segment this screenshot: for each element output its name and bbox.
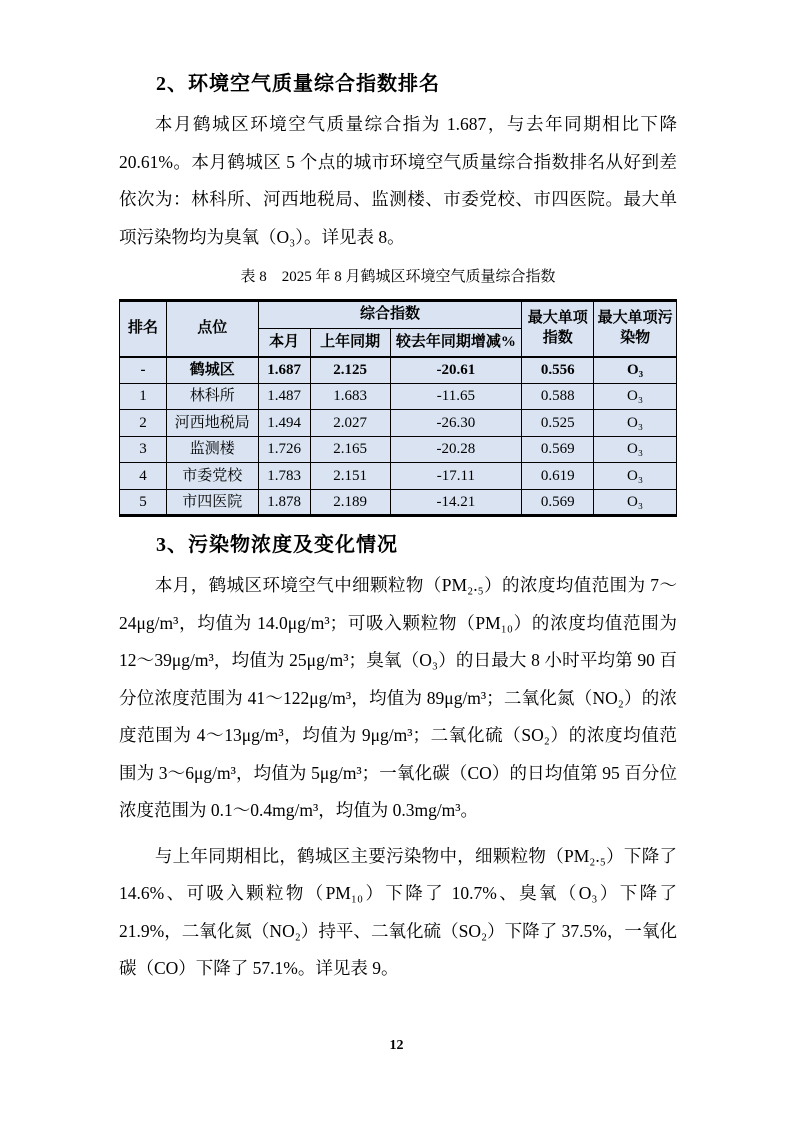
cell-max-index: 0.619 (522, 463, 594, 490)
cell-change: -17.11 (390, 463, 522, 490)
page-content (119, 0, 677, 988)
cell-current: 1.878 (258, 489, 310, 516)
cell-last-year: 2.151 (310, 463, 390, 490)
table-row (120, 410, 677, 437)
cell-site: 市四医院 (166, 489, 258, 516)
cell-last-year: 2.189 (310, 489, 390, 516)
section2-heading: 2、环境空气质量综合指数排名 (156, 73, 440, 95)
section2-paragraph: 本月鹤城区环境空气质量综合指为 1.687，与去年同期相比下降 20.61%。本月鹤城区 5 个点的城市环境空气质量综合指数排名从好到差依次为：林科所、河西地税局、监测楼、市委党校、市四医院。最大单项污染物均为臭氧（O₃）。详见表 8。 (119, 114, 677, 247)
header-change-vs-last-year: 较去年同期增减% (390, 329, 522, 357)
header-max-single-pollutant: 最大单项污染物 (594, 301, 677, 357)
section3-paragraph-2: 与上年同期相比，鹤城区主要污染物中，细颗粒物（PM₂.₅）下降了 14.6%、可吸入颗粒物（PM₁₀）下降了 10.7%、臭氧（O₃）下降了 21.9%，二氧化氮（NO₂）持平、二氧化硫（SO₂）下降了 37.5%，一氧化碳（CO）下降了 57.1%。详见表 9。 (119, 845, 677, 978)
header-current-month: 本月 (258, 329, 310, 357)
cell-rank: 1 (120, 383, 167, 410)
cell-change: -11.65 (390, 383, 522, 410)
table8 (119, 299, 677, 517)
cell-site: 林科所 (166, 383, 258, 410)
cell-max-index: 0.569 (522, 436, 594, 463)
cell-rank: - (120, 357, 167, 384)
table-row (120, 383, 677, 410)
cell-site: 监测楼 (166, 436, 258, 463)
cell-current: 1.726 (258, 436, 310, 463)
cell-current: 1.494 (258, 410, 310, 437)
cell-change: -26.30 (390, 410, 522, 437)
cell-last-year: 2.027 (310, 410, 390, 437)
header-same-period-last-year: 上年同期 (310, 329, 390, 357)
cell-max-pollutant: O₃ (594, 357, 677, 384)
header-site: 点位 (166, 301, 258, 357)
cell-rank: 3 (120, 436, 167, 463)
cell-rank: 4 (120, 463, 167, 490)
table-row (120, 357, 677, 384)
cell-rank: 2 (120, 410, 167, 437)
cell-change: -20.28 (390, 436, 522, 463)
cell-max-pollutant: O₃ (594, 383, 677, 410)
header-rank: 排名 (120, 301, 167, 357)
header-max-single-index: 最大单项指数 (522, 301, 594, 357)
section3-heading: 3、污染物浓度及变化情况 (156, 534, 398, 556)
table-row (120, 489, 677, 516)
cell-current: 1.783 (258, 463, 310, 490)
cell-max-pollutant: O₃ (594, 410, 677, 437)
header-composite-index-group: 综合指数 (258, 301, 522, 329)
cell-site: 河西地税局 (166, 410, 258, 437)
table-row (120, 436, 677, 463)
table8-caption: 表 8 2025 年 8 月鹤城区环境空气质量综合指数 (240, 269, 556, 285)
cell-change: -20.61 (390, 357, 522, 384)
section3-paragraph-1: 本月，鹤城区环境空气中细颗粒物（PM₂.₅）的浓度均值范围为 7～24μg/m³，均值为 14.0μg/m³；可吸入颗粒物（PM₁₀）的浓度均值范围为 12～39μg/m³，均值为 25μg/m³；臭氧（O₃）的日最大 8 小时平均第 90 百分位浓度范围为 41～122μg/m³，均值为 89μg/m³；二氧化氮（NO₂）的浓度范围为 4～13μg/m³，均值为 9μg/m³；二氧化硫（SO₂）的浓度均值范围为 3～6μg/m³，均值为 5μg/m³；一氧化碳（CO）的日均值第 95 百分位浓度范围为 0.1～0.4mg/m³，均值为 0.3mg/m³。 (119, 575, 677, 820)
cell-max-pollutant: O₃ (594, 436, 677, 463)
cell-max-index: 0.569 (522, 489, 594, 516)
cell-last-year: 1.683 (310, 383, 390, 410)
cell-max-index: 0.588 (522, 383, 594, 410)
cell-site: 鹤城区 (166, 357, 258, 384)
cell-change: -14.21 (390, 489, 522, 516)
page-number: 12 (389, 1038, 404, 1053)
cell-max-pollutant: O₃ (594, 463, 677, 490)
cell-max-pollutant: O₃ (594, 489, 677, 516)
cell-last-year: 2.125 (310, 357, 390, 384)
table-row (120, 463, 677, 490)
cell-current: 1.687 (258, 357, 310, 384)
table8-header (120, 301, 677, 357)
cell-rank: 5 (120, 489, 167, 516)
cell-max-index: 0.556 (522, 357, 594, 384)
cell-max-index: 0.525 (522, 410, 594, 437)
cell-site: 市委党校 (166, 463, 258, 490)
cell-last-year: 2.165 (310, 436, 390, 463)
cell-current: 1.487 (258, 383, 310, 410)
